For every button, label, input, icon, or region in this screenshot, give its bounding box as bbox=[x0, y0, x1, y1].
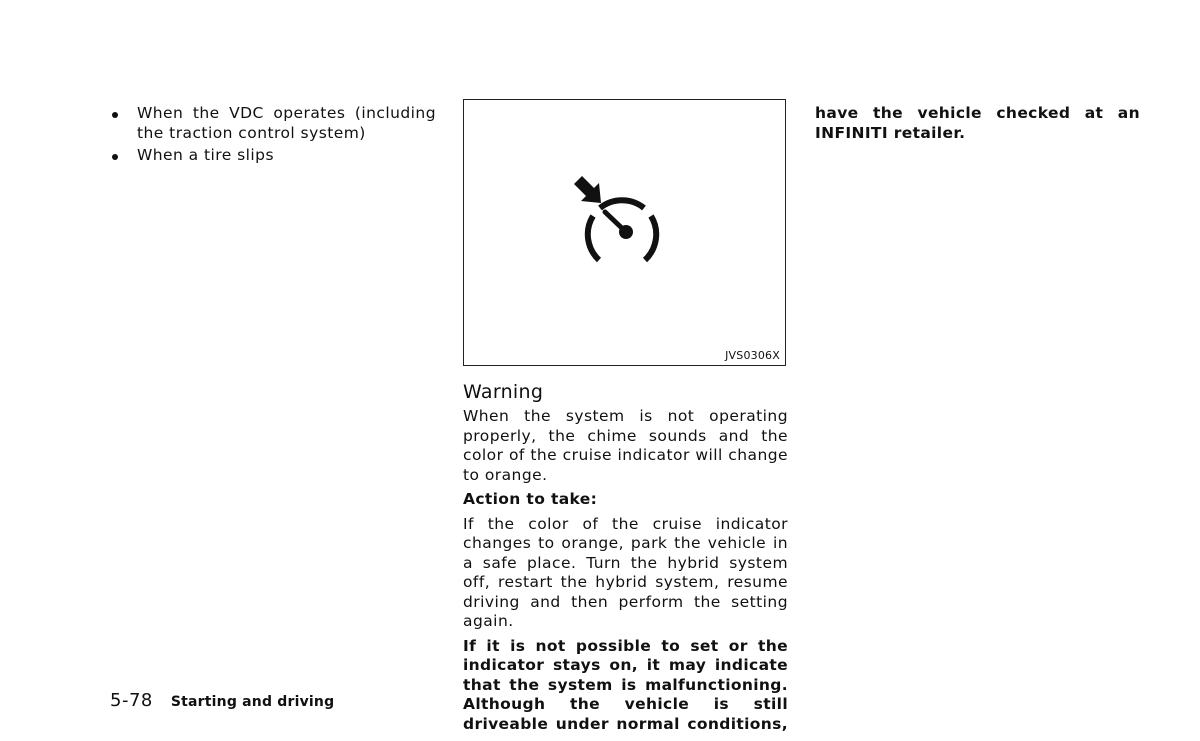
right-column bbox=[815, 104, 1140, 148]
warning-heading: Warning bbox=[463, 381, 544, 403]
figure-box bbox=[463, 99, 786, 366]
list-item bbox=[110, 104, 436, 143]
action-label: Action to take: bbox=[463, 490, 598, 508]
list-item-text: When the VDC operates (including the traction control system) bbox=[137, 104, 436, 142]
warning-body: When the system is not operating properly, the chime sounds and the color of the cruise indicator will change to orange. bbox=[463, 407, 788, 484]
section-name: Starting and driving bbox=[170, 694, 335, 710]
continuation-text: have the vehicle checked at an INFINITI retailer. bbox=[815, 104, 1140, 142]
list-item-text: When a tire slips bbox=[137, 146, 274, 164]
condition-list bbox=[110, 104, 436, 166]
list-item bbox=[110, 146, 436, 166]
left-column bbox=[110, 104, 436, 169]
bold-note: If it is not possible to set or the indicator stays on, it may indicate that the system is malfunctioning. Although the vehicle is still driveable under normal conditions, bbox=[463, 636, 788, 733]
cruise-indicator-icon bbox=[572, 172, 672, 272]
bullet-icon bbox=[112, 112, 118, 118]
middle-column bbox=[463, 99, 788, 739]
page-number: 5-78 bbox=[110, 690, 153, 711]
action-body: If the color of the cruise indicator changes to orange, park the vehicle in a safe place. Turn the hybrid system off, restart the hybrid system, resume driving and then perform the setting again. bbox=[463, 514, 788, 630]
page-footer bbox=[110, 690, 334, 711]
bullet-icon bbox=[112, 154, 118, 160]
figure-code: JVS0306X bbox=[725, 349, 780, 362]
